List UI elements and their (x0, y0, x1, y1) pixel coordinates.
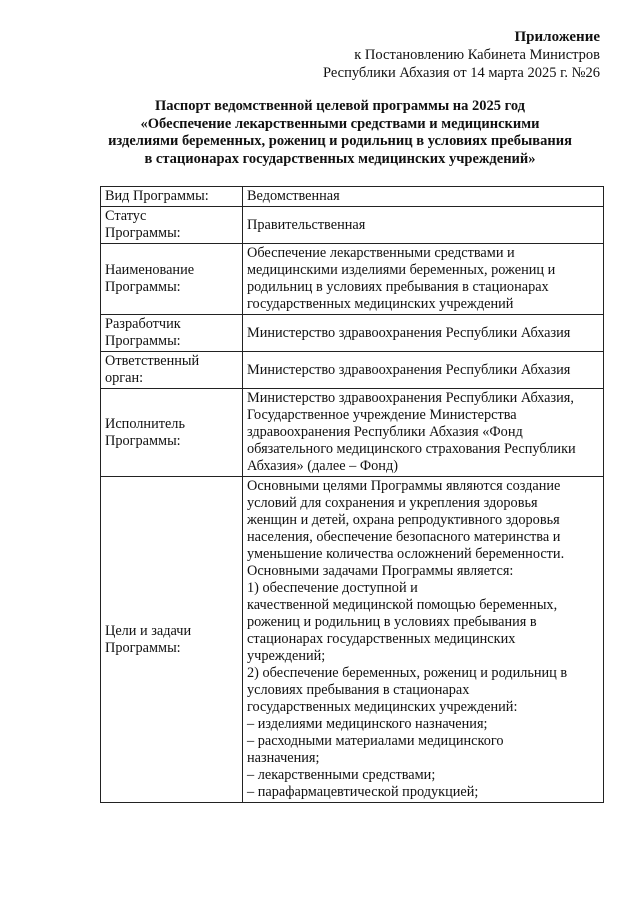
passport-table (100, 186, 604, 803)
row-value-line: – изделиями медицинского назначения; (247, 716, 488, 732)
row-value-line: уменьшение количества осложнений беременности. (247, 546, 565, 562)
row-value-line: 2) обеспечение беременных, рожениц и родильниц в (247, 665, 568, 681)
appendix-title: Приложение (514, 29, 600, 45)
title-line: в стационарах государственных медицинских учреждений» (144, 150, 536, 167)
appendix-block (323, 28, 600, 82)
row-value-line: – расходными материалами медицинского (247, 733, 504, 749)
row-value-line: населения, обеспечение безопасного материнства и (247, 529, 561, 545)
row-value-line: рожениц и родильниц в условиях пребывания в (247, 614, 537, 630)
row-value-line: Министерство здравоохранения Республики Абхазия (247, 361, 571, 378)
row-label-cell (101, 477, 243, 803)
row-value-line: государственных медицинских учреждений (247, 296, 514, 312)
title-line: изделиями беременных, рожениц и родильниц в условиях пребывания (108, 133, 572, 149)
row-label-cell (101, 207, 243, 244)
row-label-cell (101, 352, 243, 389)
row-value-line: родильниц в условиях пребывания в стационарах (247, 279, 549, 295)
row-label-line: Статус (105, 208, 147, 224)
row-value-cell (243, 477, 604, 803)
row-value-line: – лекарственными средствами; (247, 767, 436, 783)
row-value-line: условиях пребывания в стационарах (247, 682, 470, 698)
row-value-line: Обеспечение лекарственными средствами и (247, 245, 515, 261)
row-label-line: Программы: (105, 639, 181, 656)
table-row (101, 187, 604, 207)
title-line: Паспорт ведомственной целевой программы на 2025 год (154, 98, 526, 114)
row-label-cell (101, 315, 243, 352)
row-label-line: Ответственный (105, 353, 200, 369)
table-row (101, 389, 604, 477)
row-label-line: Цели и задачи (105, 622, 192, 639)
row-value-line: Основными целями Программы являются создание (247, 478, 561, 494)
row-value-line: государственных медицинских учреждений: (247, 699, 518, 715)
title-line: «Обеспечение лекарственными средствами и медицинскими (140, 115, 540, 132)
row-value-cell (243, 315, 604, 352)
row-value-line: – парафармацевтической продукцией; (247, 784, 479, 800)
table-row (101, 244, 604, 315)
row-value-line: обязательного медицинского страхования Республики (247, 441, 576, 457)
row-value-line: Основными задачами Программы является: (247, 563, 514, 579)
row-label-line: орган: (105, 370, 144, 386)
row-label-cell (101, 187, 243, 207)
table-row (101, 315, 604, 352)
row-label-line: Исполнитель (105, 415, 185, 432)
row-value-line: условий для сохранения и укрепления здоровья (247, 495, 538, 511)
row-value-line: Министерство здравоохранения Республики Абхазия (247, 324, 571, 341)
appendix-line: к Постановлению Кабинета Министров (354, 47, 600, 63)
passport-table-body (101, 187, 604, 803)
row-label-line: Программы: (105, 225, 181, 241)
row-label-line: Программы: (105, 333, 181, 349)
row-value-line: женщин и детей, охрана репродуктивного здоровья (247, 512, 560, 528)
row-label-line: Наименование (105, 262, 195, 278)
row-value-cell (243, 352, 604, 389)
row-value-line: Министерство здравоохранения Республики Абхазия, (247, 390, 574, 406)
row-value-line: качественной медицинской помощью беременных, (247, 597, 558, 613)
appendix-line: Республики Абхазия от 14 марта 2025 г. №26 (322, 65, 600, 81)
row-value-line: Государственное учреждение Министерства (247, 407, 517, 423)
row-value-line: учреждений; (247, 648, 326, 664)
row-value-cell (243, 207, 604, 244)
row-value-line: стационарах государственных медицинских (247, 631, 516, 647)
row-value-line: медицинскими изделиями беременных, рожениц и (247, 262, 556, 278)
row-value-cell (243, 244, 604, 315)
table-row (101, 207, 604, 244)
row-label-line: Программы: (105, 279, 181, 295)
row-value-line: назначения; (247, 750, 320, 766)
row-label-line: Вид Программы: (105, 188, 209, 204)
row-label-cell (101, 244, 243, 315)
row-value-cell (243, 389, 604, 477)
row-value-line: 1) обеспечение доступной и (247, 580, 418, 596)
row-value-cell (243, 187, 604, 207)
row-value-line: здравоохранения Республики Абхазия «Фонд (247, 424, 523, 440)
row-label-line: Разработчик (105, 316, 181, 332)
table-row (101, 352, 604, 389)
row-value-line: Правительственная (247, 216, 366, 233)
table-row (101, 477, 604, 803)
document-title (60, 98, 620, 168)
row-value-line: Абхазия» (далее – Фонд) (247, 458, 398, 474)
row-label-cell (101, 389, 243, 477)
row-label-line: Программы: (105, 432, 181, 449)
row-value-line: Ведомственная (247, 188, 340, 204)
